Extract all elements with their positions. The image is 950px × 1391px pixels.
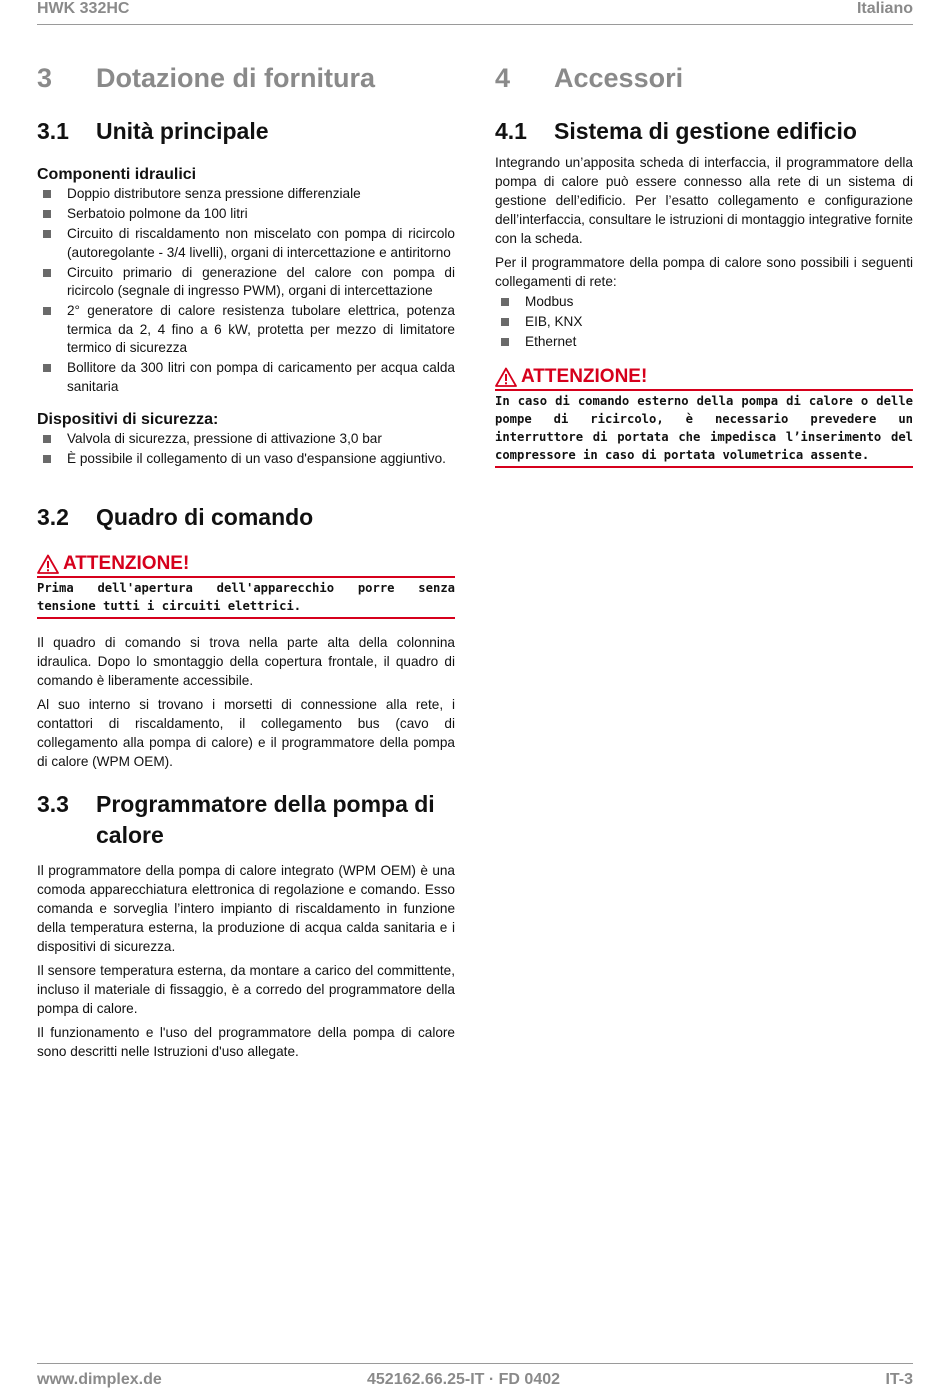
warning-box [37,553,455,619]
list-item: Modbus [495,293,913,312]
section-4-heading: 4 Accessori [495,63,684,93]
header-model: HWK 332HC [37,0,130,17]
warning-text: Prima dell'apertura dell'apparecchio porre senza tensione tutti i circuiti elettrici. [37,578,455,619]
footer-doc-code: 452162.66.25-IT · FD 0402 [367,1371,561,1388]
warning-text: In caso di comando esterno della pompa di calore o delle pompe di ricircolo, è necessario prevedere un interruttore di portata che impedisca l’inserimento del compressore in caso di portata volumetrica assente. [495,391,913,468]
section-3-3-heading: 3.3 Programmatore della pompa di calore [37,790,435,848]
paragraph: Integrando un’apposita scheda di interfaccia, il programmatore della pompa di calore può essere connesso alla rete di un sistema di gestione dell’edificio. Per l’esatto collegamento e configurazione dell’interfaccia, consultare le istruzioni di montaggio integrative fornite con la scheda. [495,155,913,246]
list-item: È possibile il collegamento di un vaso d'espansione aggiuntivo. [37,450,455,469]
safety-list [37,430,455,469]
header-language: Italiano [856,0,913,17]
paragraph: Il programmatore della pompa di calore integrato (WPM OEM) è una comoda apparecchiatura elettronica di regolazione e comando. Esso comanda e sorveglia l’intero impianto di riscaldamento in funzione della temperatura esterna, la produzione di acqua calda sanitaria e i dispositivi di sicurezza. [37,862,455,954]
list-item: 2° generatore di calore resistenza tubolare elettrica, potenza termica da 2, 4 fino a 6 kW, protetta per mezzo di limitatore termico di sicurezza [37,302,455,358]
page-footer [37,1363,913,1391]
list-item: Bollitore da 300 litri con pompa di caricamento per acqua calda sanitaria [37,359,455,396]
list-item: Serbatoio polmone da 100 litri [37,205,455,224]
section-3-2-heading: 3.2 Quadro di comando [37,503,314,530]
list-item: Ethernet [495,333,913,352]
warning-title: ATTENZIONE! [63,552,190,574]
list-item: Doppio distributore senza pressione differenziale [37,185,455,204]
network-list [495,293,913,352]
section-4-1-heading: 4.1 Sistema di gestione edificio [495,118,857,144]
warning-title: ATTENZIONE! [521,365,648,387]
hydraulic-list [37,185,455,396]
left-column [37,60,455,1061]
list-item: Circuito primario di generazione del calore con pompa di ricircolo (segnale di ingresso PWM), organi di intercettazione [37,264,455,301]
section-3-heading: 3 Dotazione di fornitura [37,63,375,93]
right-column [495,60,913,468]
safety-heading: Dispositivi di sicurezza: [37,411,219,428]
footer-website: www.dimplex.de [37,1371,162,1388]
list-item: Valvola di sicurezza, pressione di attivazione 3,0 bar [37,430,455,449]
page-header [37,0,913,25]
paragraph: Il sensore temperatura esterna, da montare a carico del committente, incluso il materiale di fissaggio, è a corredo del programmatore della pompa di calore. [37,962,455,1016]
warning-triangle-icon [37,554,59,574]
footer-page-number: IT-3 [885,1371,913,1388]
paragraph: Per il programmatore della pompa di calore sono possibili i seguenti collegamenti di rete: [495,255,913,289]
list-item: EIB, KNX [495,313,913,332]
list-item: Circuito di riscaldamento non miscelato con pompa di ricircolo (autoregolante - 3/4 livelli), organi di intercettazione e antiritorno [37,225,455,262]
hydraulic-heading: Componenti idraulici [37,166,197,183]
paragraph: Il funzionamento e l'uso del programmatore della pompa di calore sono descritti nelle Istruzioni d'uso allegate. [37,1024,455,1059]
paragraph: Al suo interno si trovano i morsetti di connessione alla rete, i contattori di riscaldamento, il collegamento bus (cavo di collegamento alla pompa di calore) e il programmatore della pompa di calore (WPM OEM). [37,696,455,769]
paragraph: Il quadro di comando si trova nella parte alta della colonnina idraulica. Dopo lo smontaggio della copertura frontale, il quadro di comando è liberamente accessibile. [37,634,455,688]
section-3-1-heading: 3.1 Unità principale [37,118,269,144]
warning-box [495,366,913,468]
warning-triangle-icon [495,367,517,387]
